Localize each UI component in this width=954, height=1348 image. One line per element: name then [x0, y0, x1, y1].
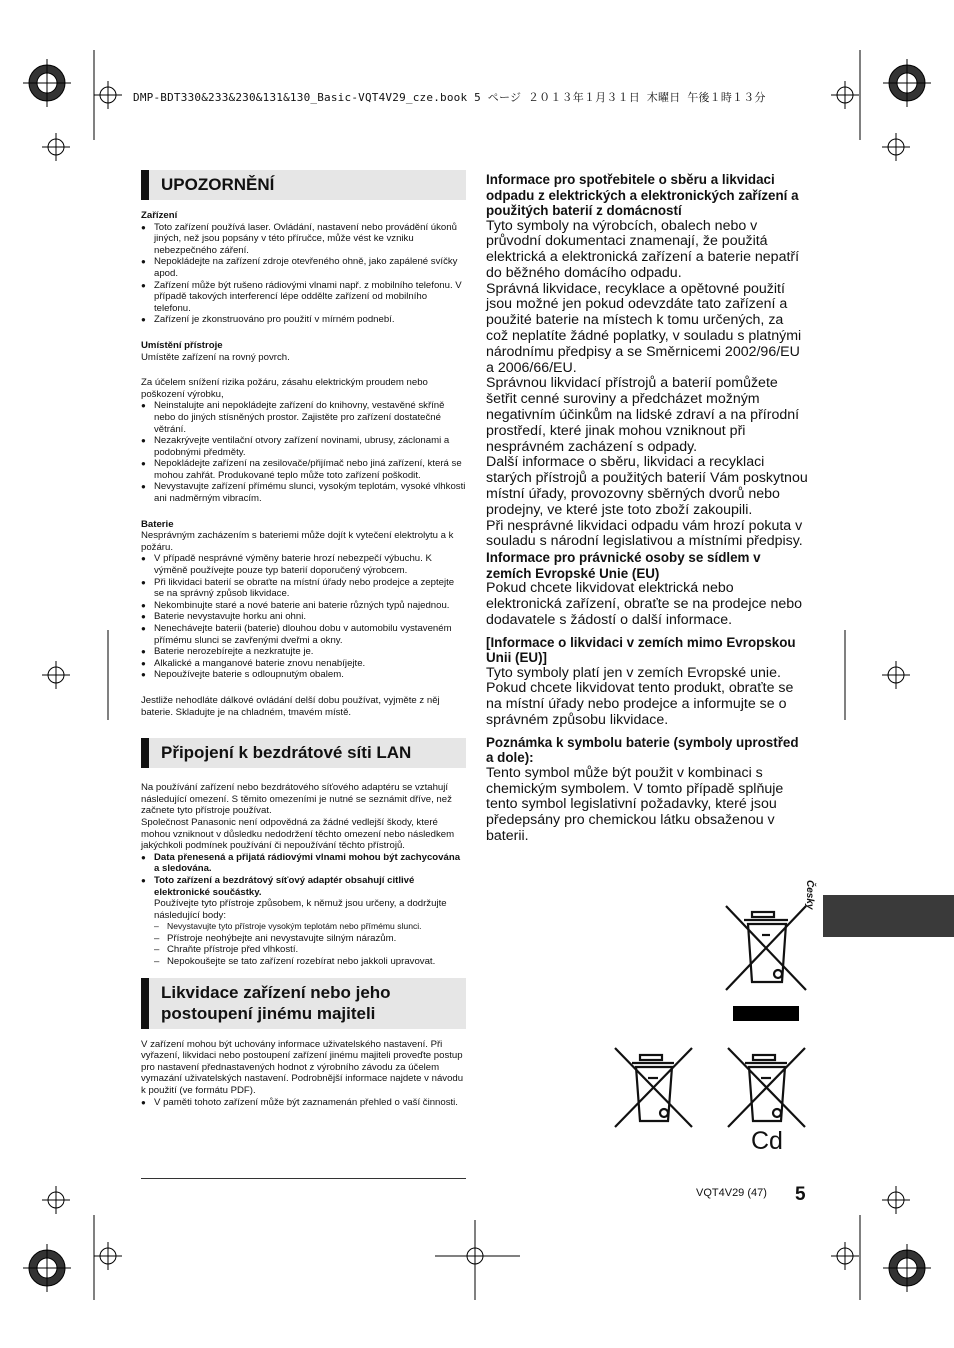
- list-item: ● Baterie nevystavujte horku ani ohni.: [141, 611, 466, 623]
- wlan-dash-list: [141, 921, 466, 967]
- list-item: ● Alkalické a manganové baterie znovu nenabíjejte.: [141, 658, 466, 670]
- baterie-intro: Nesprávným zacházením s bateriemi může dojít k vytečení elektrolytu a k požáru.: [141, 530, 454, 553]
- wlan-intro: Na používání zařízení nebo bezdrátového síťového adaptéru se vztahují následující omezení. S těmito omezeními je nutné se seznámit dříve, než začnete tyto přístroje používat.: [141, 782, 452, 817]
- section-heading-upozorneni: UPOZORNĚNÍ: [141, 170, 466, 200]
- likvidace-list: [141, 1097, 466, 1109]
- list-item: ● Nepokládejte na zařízení zdroje otevřeného ohně, jako zapálené svíčky apod.: [141, 256, 466, 279]
- section-heading-likvidace: Likvidace zařízení nebo jeho postoupení jinému majiteli: [141, 978, 466, 1029]
- paragraph: Tento symbol může být použit v kombinaci s chemickým symbolem. V tomto případě splňuje tento symbol legislativní požadavky, které jsou předepsány pro chemickou látku obsaženou v baterii.: [486, 764, 784, 844]
- document-code: VQT4V29 (47): [696, 1187, 767, 1199]
- list-item: ● Nepoužívejte baterie s odloupnutým obalem.: [141, 669, 466, 681]
- list-item: ● Zařízení může být rušeno rádiovými vlnami např. z mobilního telefonu. V případě takových interferencí lépe oddělte zařízení od mobilního telefonu.: [141, 280, 466, 315]
- list-item: ● Při likvidaci baterií se obraťte na místní úřady nebo prodejce a zeptejte se na správný způsob likvidace.: [141, 577, 466, 600]
- crossed-bin-icon: [725, 1045, 809, 1131]
- list-item: ● V případě nesprávné výměny baterie hrozí nebezpečí výbuchu. K výměně používejte pouze typ baterií doporučený výrobcem.: [141, 553, 466, 576]
- section-heading-wlan: Připojení k bezdrátové síti LAN: [141, 738, 466, 768]
- left-column: [141, 170, 466, 1108]
- list-item: – Chraňte přístroje před vlhkostí.: [154, 944, 466, 956]
- crossed-bin-icon: [612, 1045, 696, 1131]
- page-number: 5: [795, 1184, 806, 1205]
- list-item: ● V paměti tohoto zařízení může být zaznamenán přehled o vaší činnosti.: [141, 1097, 466, 1109]
- paragraph: Správnou likvidací přístrojů a baterií pomůžete šetřit cenné suroviny a předcházet možným negativním účinkům na lidské zdraví a na přírodní prostředí, které jinak mohou vzniknout při nesprávném zacházení s odpady.: [486, 375, 800, 455]
- cd-label: Cd: [751, 1127, 783, 1155]
- heading-outside-eu: [Informace o likvidaci v zemích mimo Evropskou Unii (EU)]: [486, 634, 796, 666]
- remote-text: Jestliže nehodláte dálkové ovládání delší dobu používat, vyjměte z něj baterie. Skladujte je na chladném, tmavém místě.: [141, 694, 440, 718]
- usage-text: Používejte tyto přístroje způsobem, k němuž jsou určeny, a dodržujte následující body:: [154, 898, 447, 921]
- fire-list: [141, 400, 466, 504]
- crossed-bin-icon: [722, 902, 812, 994]
- list-item: – Přístroje neohýbejte ani nevystavujte silným nárazům.: [154, 933, 466, 945]
- subheading-umisteni: Umístění přístroje: [141, 339, 223, 351]
- list-item: ● Nekombinujte staré a nové baterie ani baterie různých typů najednou.: [141, 600, 466, 612]
- paragraph: Tyto symboly na výrobcích, obalech nebo v průvodní dokumentaci znamenají, že použitá elektrická a elektronická zařízení a baterie nepatří do běžného domácího odpadu.: [486, 217, 800, 281]
- upozorneni-content: [141, 210, 466, 718]
- right-column: [486, 172, 808, 845]
- wlan-list: [141, 852, 466, 922]
- wlan-intro2: Společnost Panasonic není odpovědná za žádné vedlejší škody, které mohou vzniknout v důsledku nedodržení těchto omezení nebo následkem jakýchkoli podmínek používání či nepoužívání těchto přístrojů.: [141, 816, 455, 852]
- paragraph: Pokud chcete likvidovat elektrická nebo elektronická zařízení, obraťte se na prodejce nebo dodavatele s žádostí o další informace.: [486, 580, 803, 628]
- paragraph: Tyto symboly platí jen v zemích Evropské unie. Pokud chcete likvidovat tento produkt, obraťte se na místní úřady nebo prodejce a informujte se o správném způsobu likvidace.: [486, 664, 794, 729]
- likvidace-content: [141, 1039, 466, 1109]
- file-header-line: DMP-BDT330&233&230&131&130_Basic-VQT4V29_cze.book 5 ページ ２０１３年１月３１日 木曜日 午後１時１３分: [133, 91, 766, 104]
- paragraph: Správná likvidace, recyklace a opětovné použití jsou možné jen pokud odevzdáte tato zařízení a použité baterie na místech k tomu určených, za což neplatíte žádné poplatky, v souladu s platnými národnímu předpisy a se Směrnicemi 2002/96/EU a 2006/66/EU.: [486, 280, 802, 376]
- list-item: ● Nezakrývejte ventilační otvory zařízení novinami, ubrusy, záclonami a podobnými předměty.: [141, 435, 466, 458]
- subheading-baterie: Baterie: [141, 518, 174, 530]
- bold-text: Toto zařízení a bezdrátový síťový adaptér obsahují citlivé elektronické součástky.: [154, 874, 415, 898]
- heading-consumer-info: Informace pro spotřebitele o sběru a likvidaci odpadu z elektrických a elektronických zařízení a použitých baterií z domácností: [486, 172, 799, 218]
- heading-battery-note: Poznámka k symbolu baterie (symboly uprostřed a dole):: [486, 734, 799, 766]
- list-item: [141, 875, 466, 921]
- wlan-content: [141, 782, 466, 968]
- umisteni-text: Umístěte zařízení na rovný povrch.: [141, 351, 290, 363]
- list-item: ● Nepokládejte zařízení na zesilovače/přijímač nebo jiná zařízení, která se mohou zahřát. Produkované teplo může toto zařízení poškodit.: [141, 458, 466, 481]
- list-item: ● Nevystavujte zařízení přímému slunci, vysokým teplotám, vysoké vlhkosti ani nadměrným vibracím.: [141, 481, 466, 504]
- footer-rule: [141, 1178, 466, 1179]
- subheading-zarizeni: Zařízení: [141, 210, 178, 221]
- paragraph: Při nesprávné likvidaci odpadu vám hrozí pokuta v souladu s národní legislativou a místními předpisy.: [486, 517, 803, 550]
- language-tab: [823, 895, 954, 937]
- list-item: ● Toto zařízení používá laser. Ovládání, nastavení nebo provádění úkonů jiných, než jsou popsány v této příručce, může vést ke vzniku nebezpečného záření.: [141, 222, 466, 257]
- list-item: ● Baterie nerozebírejte a nezkratujte je.: [141, 646, 466, 658]
- language-label: Česky: [804, 880, 815, 910]
- paragraph: Další informace o sběru, likvidaci a recyklaci starých přístrojů a použitých baterií Vám poskytnou místní úřady, provozovny sběrných dvorů nebo prodejny, ve které jste toto zboží zakoupili.: [486, 454, 808, 518]
- heading-business-info: Informace pro právnické osoby se sídlem v zemích Evropské Unie (EU): [486, 550, 761, 581]
- black-bar: [733, 1006, 799, 1021]
- fire-intro: Za účelem snížení rizika požáru, zásahu elektrickým proudem nebo poškození výrobku,: [141, 377, 428, 400]
- list-item: ● Data přenesená a přijatá rádiovými vlnami mohou být zachycována a sledována.: [141, 852, 466, 875]
- baterie-list: [141, 553, 466, 681]
- list-item: ● Neinstalujte ani nepokládejte zařízení do knihovny, vestavěné skříně nebo do jiných stísněných prostor. Zajistěte pro zařízení dostatečné větrání.: [141, 400, 466, 435]
- list-item: – Nevystavujte tyto přístroje vysokým teplotám nebo přímému slunci.: [154, 921, 466, 933]
- list-item: – Nepokoušejte se tato zařízení rozebírat nebo jakkoli upravovat.: [154, 956, 466, 968]
- list-item: ● Zařízení je zkonstruováno pro použití v mírném podnebí.: [141, 314, 466, 326]
- zarizeni-list: [141, 222, 466, 326]
- likvidace-text: V zařízení mohou být uchovány informace uživatelského nastavení. Při vyřazení, likvidaci nebo postoupení zařízení jinému majiteli proveďte postup pro nastavení přednastavených hodnot z výrobního závodu za účelem vymazání uživatelských nastavení. Podrobnější informace najdete v návodu k použití (ve formátu PDF).: [141, 1038, 464, 1097]
- list-item: ● Nenechávejte baterii (baterie) dlouhou dobu v automobilu vystaveném přímému slunci se zavřenými dveřmi a okny.: [141, 623, 466, 646]
